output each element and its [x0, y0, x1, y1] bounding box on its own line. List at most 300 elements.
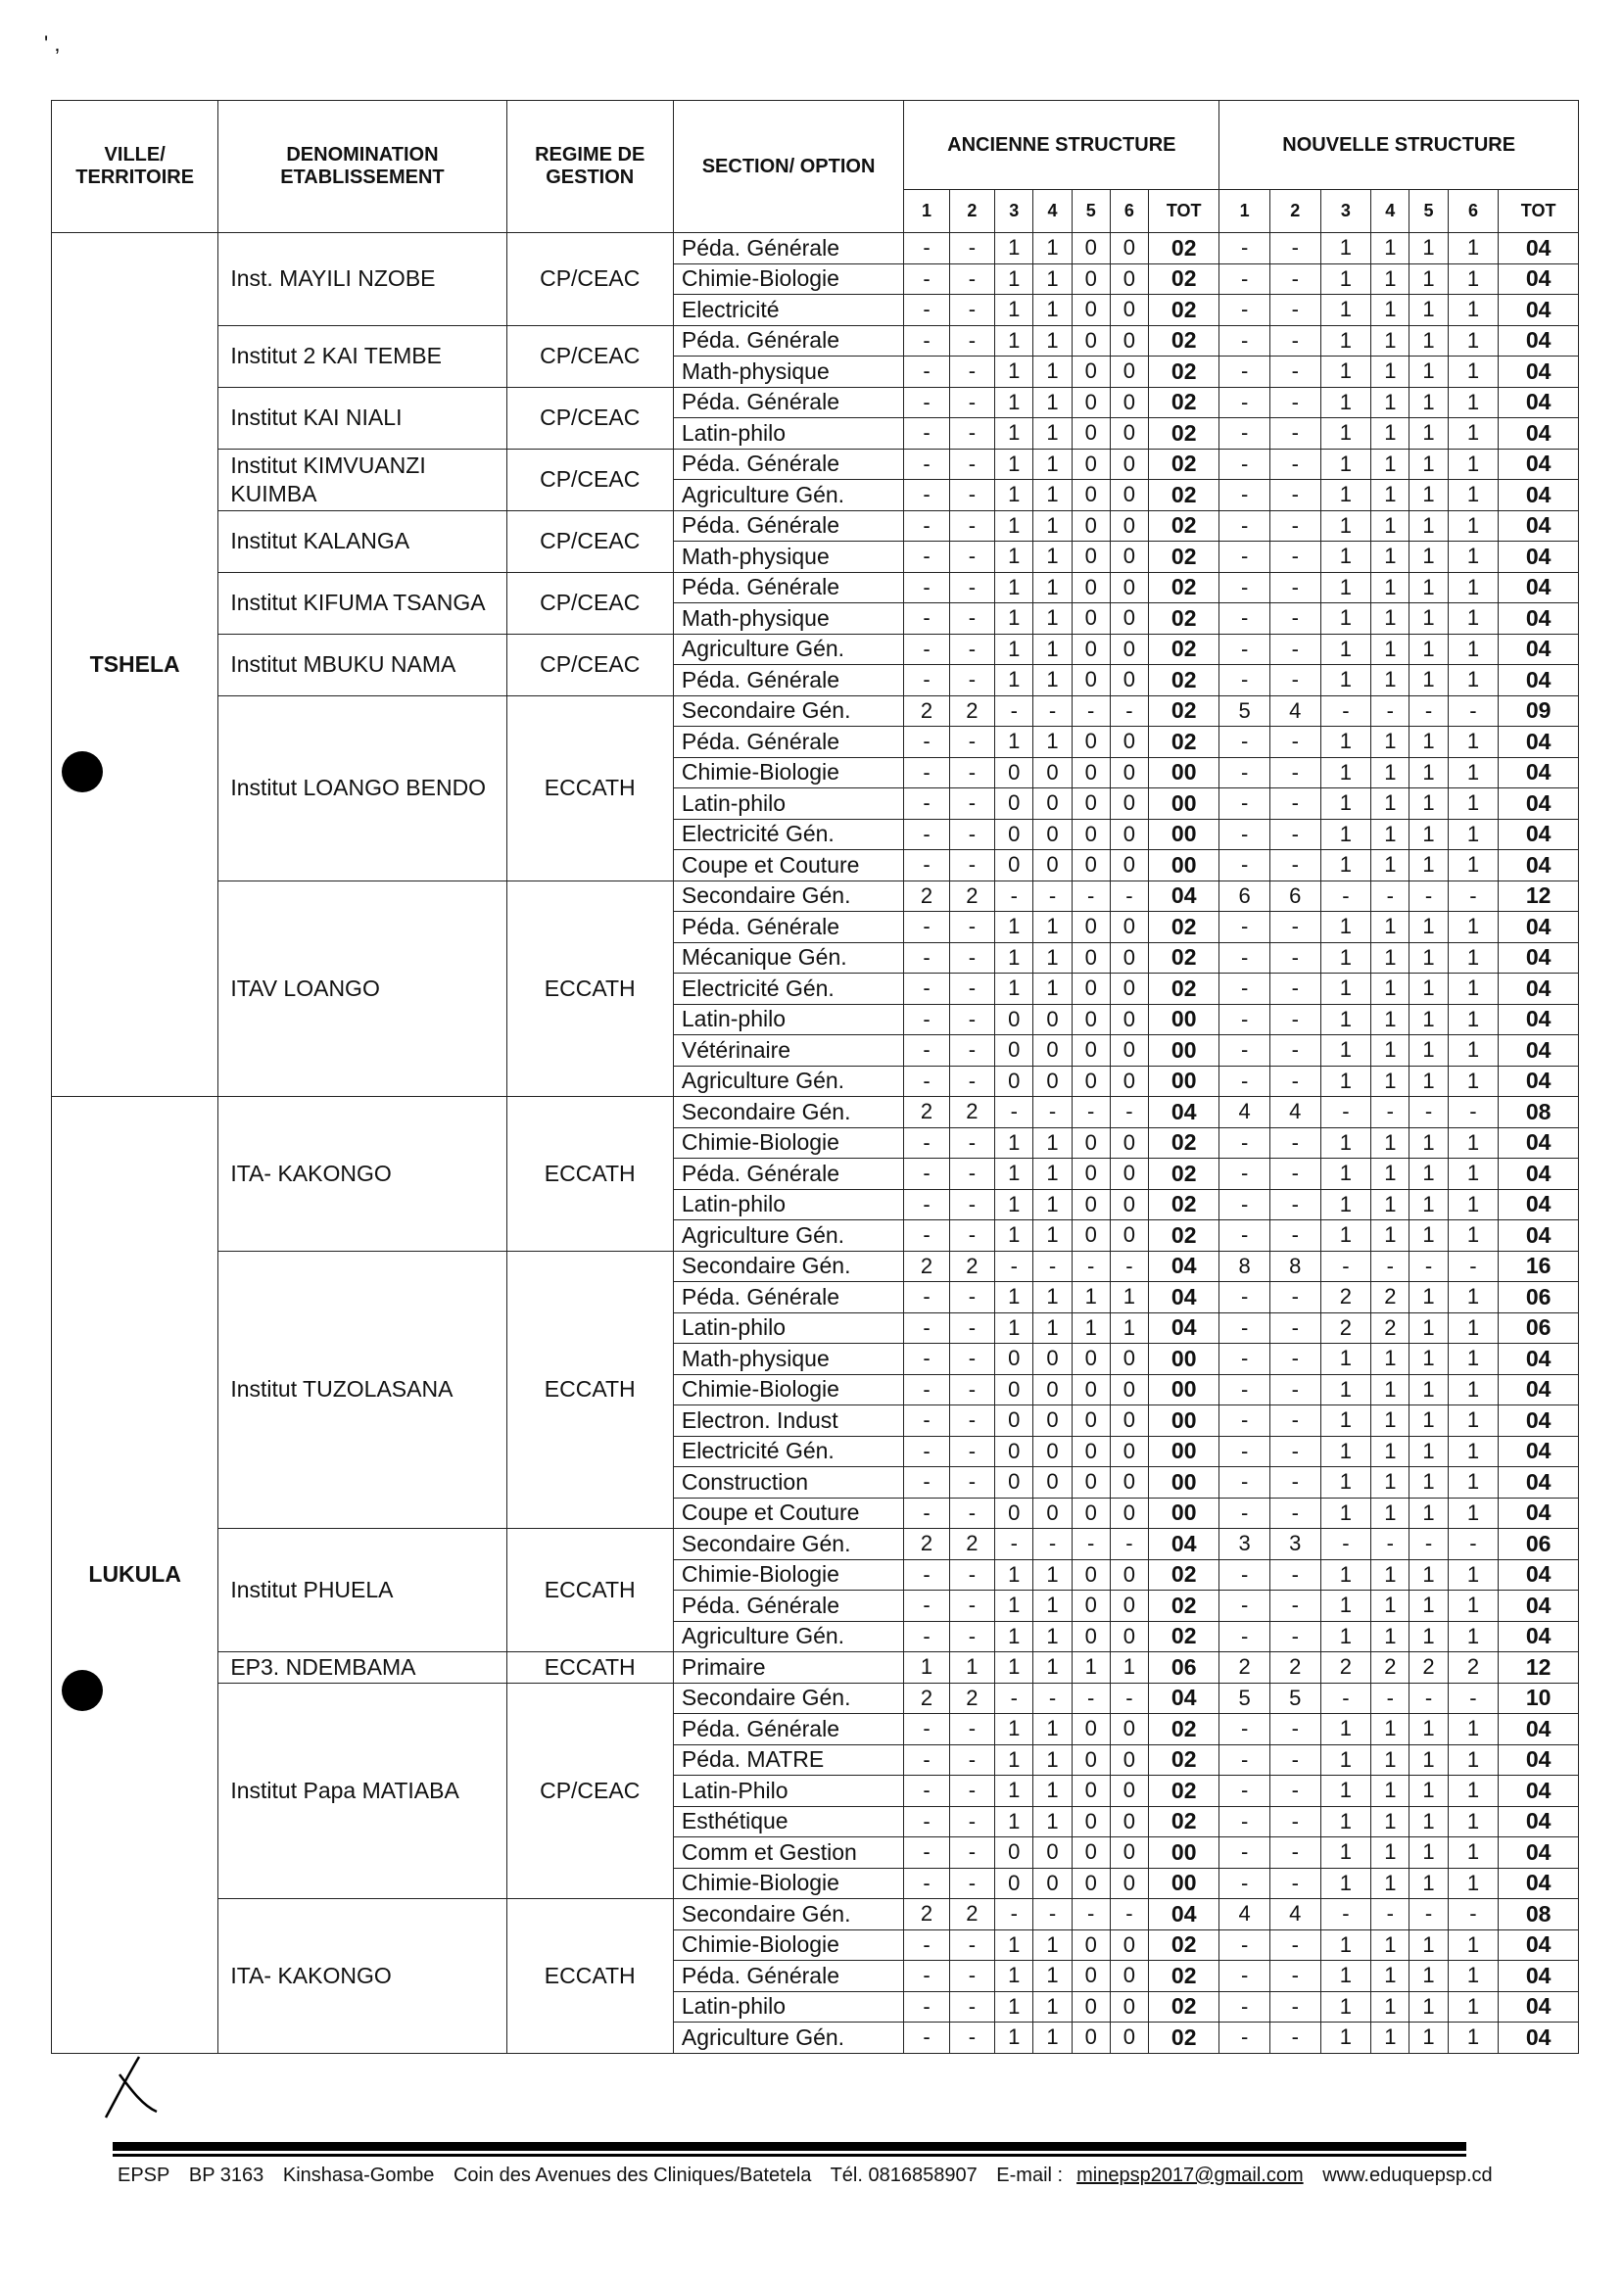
ancienne-value: 0	[1110, 1405, 1148, 1437]
nouvelle-value: 1	[1371, 2023, 1409, 2054]
section-option: Péda. Générale	[673, 1591, 903, 1622]
section-option: Péda. Générale	[673, 912, 903, 943]
nouvelle-value: 1	[1371, 449, 1409, 480]
nouvelle-value: 1	[1320, 1220, 1371, 1252]
nouvelle-total: 04	[1499, 325, 1579, 357]
ancienne-value: -	[995, 1097, 1033, 1128]
nouvelle-value: 1	[1448, 510, 1499, 542]
nouvelle-value: -	[1269, 418, 1320, 450]
ancienne-value: -	[904, 1498, 949, 1529]
nouvelle-value: -	[1219, 1591, 1270, 1622]
nouvelle-value: -	[1269, 942, 1320, 974]
ancienne-value: 1	[995, 1220, 1033, 1252]
ancienne-value: 0	[1072, 1559, 1110, 1591]
section-option: Péda. Générale	[673, 727, 903, 758]
nouvelle-value: 1	[1371, 1467, 1409, 1499]
nouvelle-value: -	[1269, 1004, 1320, 1035]
ancienne-value: 1	[1033, 727, 1072, 758]
header-denomination: DENOMINATION ETABLISSEMENT	[218, 101, 506, 233]
ancienne-total: 00	[1149, 757, 1219, 788]
nouvelle-value: -	[1269, 1621, 1320, 1652]
nouvelle-value: -	[1219, 1991, 1270, 2023]
structure-table	[51, 100, 1579, 2054]
school-name: ITA- KAKONGO	[218, 1097, 506, 1252]
nouvelle-value: -	[1269, 665, 1320, 696]
nouvelle-value: -	[1219, 1344, 1270, 1375]
ancienne-value: -	[904, 1744, 949, 1776]
nouvelle-value: 1	[1320, 1436, 1371, 1467]
nouvelle-value: 1	[1448, 974, 1499, 1005]
nouvelle-value: 1	[1409, 603, 1448, 635]
nouvelle-value: 1	[1409, 974, 1448, 1005]
ancienne-value: -	[1072, 1097, 1110, 1128]
ancienne-value: 0	[995, 1004, 1033, 1035]
ancienne-value: 0	[1110, 1159, 1148, 1190]
bullet-dot	[62, 1670, 103, 1711]
ancienne-total: 04	[1149, 1683, 1219, 1714]
ancienne-value: 0	[1110, 757, 1148, 788]
ancienne-total: 02	[1149, 1744, 1219, 1776]
ancienne-total: 00	[1149, 1344, 1219, 1375]
nouvelle-total: 12	[1499, 881, 1579, 912]
nouvelle-value: 1	[1320, 1776, 1371, 1807]
nouvelle-total: 04	[1499, 1961, 1579, 1992]
ancienne-value: -	[904, 1868, 949, 1899]
nouvelle-value: -	[1219, 974, 1270, 1005]
ancienne-value: -	[1110, 1251, 1148, 1282]
ancienne-value: -	[904, 1220, 949, 1252]
nouvelle-value: -	[1219, 1929, 1270, 1961]
signature-mark	[98, 2047, 167, 2125]
table-row	[52, 634, 1579, 665]
ancienne-value: 0	[1110, 2023, 1148, 2054]
ancienne-value: 1	[995, 1282, 1033, 1313]
ancienne-value: -	[949, 912, 994, 943]
ancienne-value: 1	[1072, 1282, 1110, 1313]
ancienne-value: -	[904, 912, 949, 943]
nouvelle-value: 1	[1320, 449, 1371, 480]
section-option: Secondaire Gén.	[673, 1683, 903, 1714]
ancienne-value: 1	[995, 603, 1033, 635]
nouvelle-total: 04	[1499, 788, 1579, 820]
ancienne-value: -	[949, 1159, 994, 1190]
nouvelle-total: 04	[1499, 418, 1579, 450]
regime-cell: ECCATH	[506, 1652, 673, 1684]
ancienne-value: 0	[1110, 1961, 1148, 1992]
ancienne-value: -	[949, 1744, 994, 1776]
ancienne-value: -	[949, 727, 994, 758]
nouvelle-total: 04	[1499, 449, 1579, 480]
ancienne-value: 1	[1033, 1159, 1072, 1190]
nouvelle-value: 1	[1371, 1744, 1409, 1776]
nouvelle-value: 1	[1371, 1127, 1409, 1159]
regime-cell: ECCATH	[506, 881, 673, 1097]
ancienne-total: 02	[1149, 1159, 1219, 1190]
ancienne-value: -	[949, 1467, 994, 1499]
ancienne-value: -	[904, 1282, 949, 1313]
ancienne-value: 0	[1033, 850, 1072, 881]
section-option: Math-physique	[673, 542, 903, 573]
ancienne-total: 00	[1149, 1498, 1219, 1529]
nouvelle-total: 04	[1499, 233, 1579, 264]
nouvelle-value: 1	[1320, 542, 1371, 573]
ancienne-value: 0	[1110, 1929, 1148, 1961]
ancienne-value: -	[995, 881, 1033, 912]
ancienne-value: 0	[1110, 1374, 1148, 1405]
header-col-a: 3	[995, 190, 1033, 233]
nouvelle-value: 1	[1371, 542, 1409, 573]
nouvelle-value: 1	[1320, 1159, 1371, 1190]
ancienne-value: -	[904, 233, 949, 264]
nouvelle-value: 1	[1409, 542, 1448, 573]
school-name: Institut KIMVUANZI KUIMBA	[218, 449, 506, 510]
nouvelle-value: -	[1409, 1683, 1448, 1714]
nouvelle-value: 1	[1448, 757, 1499, 788]
ancienne-value: -	[904, 665, 949, 696]
nouvelle-value: 3	[1269, 1529, 1320, 1560]
ancienne-value: 1	[995, 1621, 1033, 1652]
nouvelle-value: -	[1219, 1127, 1270, 1159]
ancienne-value: 1	[995, 387, 1033, 418]
nouvelle-value: -	[1219, 325, 1270, 357]
section-option: Construction	[673, 1467, 903, 1499]
nouvelle-total: 04	[1499, 1035, 1579, 1067]
nouvelle-value: -	[1219, 1714, 1270, 1745]
nouvelle-value: -	[1269, 387, 1320, 418]
nouvelle-value: 1	[1448, 449, 1499, 480]
nouvelle-total: 04	[1499, 1344, 1579, 1375]
ancienne-value: 1	[1033, 1776, 1072, 1807]
nouvelle-value: -	[1269, 974, 1320, 1005]
nouvelle-value: 1	[1448, 418, 1499, 450]
nouvelle-value: 1	[1448, 1498, 1499, 1529]
nouvelle-value: -	[1371, 695, 1409, 727]
nouvelle-total: 04	[1499, 1189, 1579, 1220]
nouvelle-value: 1	[1371, 1436, 1409, 1467]
ancienne-total: 02	[1149, 1220, 1219, 1252]
ancienne-total: 04	[1149, 1251, 1219, 1282]
nouvelle-value: -	[1269, 325, 1320, 357]
ancienne-value: 1	[1033, 1929, 1072, 1961]
nouvelle-value: 1	[1320, 757, 1371, 788]
nouvelle-value: 1	[1320, 912, 1371, 943]
nouvelle-value: 1	[1409, 572, 1448, 603]
ancienne-value: 0	[1110, 1344, 1148, 1375]
ancienne-value: 0	[1110, 1127, 1148, 1159]
ancienne-value: 0	[1072, 572, 1110, 603]
nouvelle-value: 1	[1409, 418, 1448, 450]
ancienne-total: 02	[1149, 1929, 1219, 1961]
header-regime: REGIME DE GESTION	[506, 101, 673, 233]
nouvelle-value: 1	[1448, 727, 1499, 758]
regime-cell: CP/CEAC	[506, 387, 673, 449]
section-option: Agriculture Gén.	[673, 1220, 903, 1252]
table-row	[52, 1652, 1579, 1684]
nouvelle-value: 1	[1320, 325, 1371, 357]
nouvelle-value: 4	[1269, 1899, 1320, 1930]
ancienne-value: 1	[1110, 1652, 1148, 1684]
ancienne-value: 0	[1110, 1744, 1148, 1776]
ancienne-value: -	[949, 1776, 994, 1807]
ancienne-value: -	[1033, 1529, 1072, 1560]
nouvelle-value: -	[1269, 1467, 1320, 1499]
ancienne-value: -	[949, 1868, 994, 1899]
ancienne-value: 1	[1033, 233, 1072, 264]
nouvelle-value: -	[1219, 510, 1270, 542]
nouvelle-total: 04	[1499, 1837, 1579, 1869]
ancienne-value: 1	[1033, 1282, 1072, 1313]
ancienne-total: 04	[1149, 1529, 1219, 1560]
ancienne-value: 0	[1072, 974, 1110, 1005]
nouvelle-value: -	[1269, 850, 1320, 881]
ancienne-value: 0	[1072, 727, 1110, 758]
ancienne-value: -	[904, 634, 949, 665]
ancienne-value: 0	[1110, 480, 1148, 511]
nouvelle-value: -	[1269, 1282, 1320, 1313]
nouvelle-value: 1	[1320, 2023, 1371, 2054]
nouvelle-total: 16	[1499, 1251, 1579, 1282]
ville-label: LUKULA	[88, 1561, 181, 1588]
ancienne-value: -	[904, 510, 949, 542]
ancienne-value: -	[949, 1837, 994, 1869]
nouvelle-total: 04	[1499, 263, 1579, 295]
regime-cell: CP/CEAC	[506, 510, 673, 572]
ancienne-value: 0	[995, 1344, 1033, 1375]
ancienne-value: 0	[1072, 542, 1110, 573]
nouvelle-total: 04	[1499, 1991, 1579, 2023]
ancienne-value: -	[1033, 1251, 1072, 1282]
nouvelle-total: 04	[1499, 665, 1579, 696]
nouvelle-value: 1	[1409, 727, 1448, 758]
ancienne-value: 0	[1110, 418, 1148, 450]
nouvelle-value: -	[1269, 572, 1320, 603]
ancienne-value: 1	[995, 1991, 1033, 2023]
ancienne-value: 0	[1072, 1837, 1110, 1869]
nouvelle-value: 1	[1409, 1282, 1448, 1313]
nouvelle-value: 1	[1371, 1035, 1409, 1067]
ancienne-value: -	[1110, 881, 1148, 912]
nouvelle-total: 04	[1499, 1929, 1579, 1961]
nouvelle-value: 4	[1219, 1097, 1270, 1128]
ancienne-value: 0	[1072, 1436, 1110, 1467]
header-section: SECTION/ OPTION	[673, 101, 903, 233]
ancienne-value: 0	[1072, 510, 1110, 542]
nouvelle-value: 1	[1409, 1621, 1448, 1652]
ancienne-value: 1	[1072, 1312, 1110, 1344]
section-option: Péda. Générale	[673, 233, 903, 264]
nouvelle-value: -	[1219, 1776, 1270, 1807]
ancienne-value: 1	[995, 974, 1033, 1005]
ancienne-value: -	[949, 1559, 994, 1591]
ancienne-value: -	[904, 1467, 949, 1499]
nouvelle-value: 1	[1320, 1621, 1371, 1652]
nouvelle-value: -	[1219, 727, 1270, 758]
ancienne-value: 0	[1072, 325, 1110, 357]
nouvelle-value: 1	[1371, 727, 1409, 758]
ancienne-total: 02	[1149, 912, 1219, 943]
ancienne-value: -	[1110, 1683, 1148, 1714]
nouvelle-value: 1	[1371, 1929, 1409, 1961]
nouvelle-value: 1	[1371, 757, 1409, 788]
section-option: Péda. Générale	[673, 325, 903, 357]
ancienne-value: 0	[1072, 1035, 1110, 1067]
nouvelle-value: 1	[1371, 1714, 1409, 1745]
nouvelle-total: 04	[1499, 480, 1579, 511]
footer-web[interactable]: www.eduquepsp.cd	[1322, 2165, 1493, 2186]
ancienne-value: 0	[995, 1467, 1033, 1499]
nouvelle-value: 1	[1320, 295, 1371, 326]
ancienne-value: 0	[1110, 449, 1148, 480]
ancienne-value: 1	[1033, 1559, 1072, 1591]
nouvelle-value: 1	[1371, 357, 1409, 388]
ancienne-total: 02	[1149, 2023, 1219, 2054]
nouvelle-value: 1	[1371, 295, 1409, 326]
nouvelle-value: 1	[1371, 1344, 1409, 1375]
nouvelle-value: -	[1320, 1683, 1371, 1714]
ancienne-value: 1	[1033, 1220, 1072, 1252]
ancienne-value: -	[949, 233, 994, 264]
ancienne-value: 1	[995, 1312, 1033, 1344]
nouvelle-value: 1	[1448, 1991, 1499, 2023]
ancienne-value: 0	[1033, 1374, 1072, 1405]
nouvelle-value: 1	[1448, 1621, 1499, 1652]
nouvelle-value: -	[1269, 357, 1320, 388]
ancienne-value: 0	[1033, 1467, 1072, 1499]
ancienne-value: -	[1072, 1251, 1110, 1282]
nouvelle-value: -	[1409, 695, 1448, 727]
nouvelle-value: 1	[1320, 1035, 1371, 1067]
nouvelle-total: 04	[1499, 603, 1579, 635]
ancienne-value: 0	[995, 1436, 1033, 1467]
nouvelle-total: 04	[1499, 1868, 1579, 1899]
ancienne-value: 0	[1110, 1220, 1148, 1252]
ancienne-value: 1	[1033, 1127, 1072, 1159]
nouvelle-value: 1	[1409, 757, 1448, 788]
ancienne-value: 1	[1110, 1312, 1148, 1344]
school-name: Institut LOANGO BENDO	[218, 695, 506, 881]
nouvelle-value: 5	[1219, 695, 1270, 727]
ancienne-value: 0	[1110, 357, 1148, 388]
nouvelle-value: 1	[1448, 1127, 1499, 1159]
nouvelle-value: -	[1269, 263, 1320, 295]
ancienne-value: 1	[995, 2023, 1033, 2054]
nouvelle-value: 1	[1448, 819, 1499, 850]
nouvelle-value: 1	[1371, 1991, 1409, 2023]
nouvelle-value: 1	[1409, 1961, 1448, 1992]
nouvelle-value: 1	[1409, 912, 1448, 943]
ancienne-value: 0	[1072, 942, 1110, 974]
ancienne-value: -	[904, 295, 949, 326]
nouvelle-value: 1	[1448, 1374, 1499, 1405]
table-row	[52, 1251, 1579, 1282]
nouvelle-value: 1	[1448, 295, 1499, 326]
nouvelle-value: 1	[1371, 850, 1409, 881]
school-name: Institut TUZOLASANA	[218, 1251, 506, 1529]
table-row	[52, 1529, 1579, 1560]
header-ancienne: ANCIENNE STRUCTURE	[904, 101, 1219, 190]
section-option: Comm et Gestion	[673, 1837, 903, 1869]
footer-email-label: E-mail :	[996, 2165, 1064, 2186]
footer-email[interactable]: minepsp2017@gmail.com	[1076, 2165, 1304, 2186]
nouvelle-value: -	[1269, 1991, 1320, 2023]
ancienne-value: 0	[1110, 1991, 1148, 2023]
ancienne-value: -	[949, 665, 994, 696]
ancienne-value: 2	[949, 1899, 994, 1930]
ancienne-value: 0	[1072, 1868, 1110, 1899]
ancienne-total: 02	[1149, 1991, 1219, 2023]
ancienne-total: 02	[1149, 1776, 1219, 1807]
ancienne-total: 06	[1149, 1652, 1219, 1684]
ancienne-value: -	[949, 325, 994, 357]
section-option: Electricité	[673, 295, 903, 326]
ancienne-value: 1	[995, 1776, 1033, 1807]
ancienne-value: 1	[1033, 665, 1072, 696]
nouvelle-value: 1	[1409, 1591, 1448, 1622]
ancienne-total: 02	[1149, 480, 1219, 511]
nouvelle-value: -	[1269, 1837, 1320, 1869]
nouvelle-value: 1	[1409, 1374, 1448, 1405]
ancienne-value: 0	[1110, 1004, 1148, 1035]
ancienne-value: -	[1110, 1899, 1148, 1930]
ancienne-value: 1	[995, 449, 1033, 480]
nouvelle-value: 1	[1409, 1868, 1448, 1899]
nouvelle-total: 04	[1499, 1559, 1579, 1591]
nouvelle-value: -	[1219, 1868, 1270, 1899]
ancienne-value: 0	[1072, 1467, 1110, 1499]
nouvelle-value: 1	[1320, 850, 1371, 881]
school-name: Institut KAI NIALI	[218, 387, 506, 449]
ancienne-value: 0	[1110, 233, 1148, 264]
section-option: Secondaire Gén.	[673, 1529, 903, 1560]
nouvelle-value: -	[1219, 1837, 1270, 1869]
ancienne-value: -	[949, 942, 994, 974]
nouvelle-value: 2	[1320, 1312, 1371, 1344]
nouvelle-value: 1	[1448, 1189, 1499, 1220]
nouvelle-value: 1	[1448, 1436, 1499, 1467]
section-option: Latin-philo	[673, 418, 903, 450]
ancienne-value: -	[949, 510, 994, 542]
ville-cell	[52, 1097, 218, 2054]
nouvelle-value: -	[1269, 1714, 1320, 1745]
ancienne-total: 02	[1149, 1591, 1219, 1622]
table-body	[52, 233, 1579, 2054]
nouvelle-value: 1	[1371, 974, 1409, 1005]
ancienne-value: 1	[1033, 510, 1072, 542]
nouvelle-value: -	[1269, 1066, 1320, 1097]
ancienne-value: -	[949, 2023, 994, 2054]
nouvelle-value: -	[1219, 1035, 1270, 1067]
ancienne-total: 00	[1149, 1066, 1219, 1097]
ancienne-value: -	[1033, 1097, 1072, 1128]
ancienne-value: 1	[904, 1652, 949, 1684]
section-option: Latin-philo	[673, 1991, 903, 2023]
ancienne-value: 0	[1072, 449, 1110, 480]
nouvelle-total: 04	[1499, 942, 1579, 974]
ancienne-value: 0	[1110, 1776, 1148, 1807]
nouvelle-value: 1	[1409, 1312, 1448, 1344]
ancienne-value: 0	[995, 1498, 1033, 1529]
nouvelle-value: 1	[1409, 510, 1448, 542]
ancienne-value: -	[949, 1591, 994, 1622]
ancienne-value: 0	[1110, 1066, 1148, 1097]
ancienne-value: -	[904, 788, 949, 820]
nouvelle-value: 1	[1320, 1991, 1371, 2023]
section-option: Agriculture Gén.	[673, 480, 903, 511]
ancienne-value: -	[949, 1806, 994, 1837]
header-col-a: 5	[1072, 190, 1110, 233]
ancienne-value: 0	[1033, 1035, 1072, 1067]
nouvelle-value: -	[1269, 1344, 1320, 1375]
